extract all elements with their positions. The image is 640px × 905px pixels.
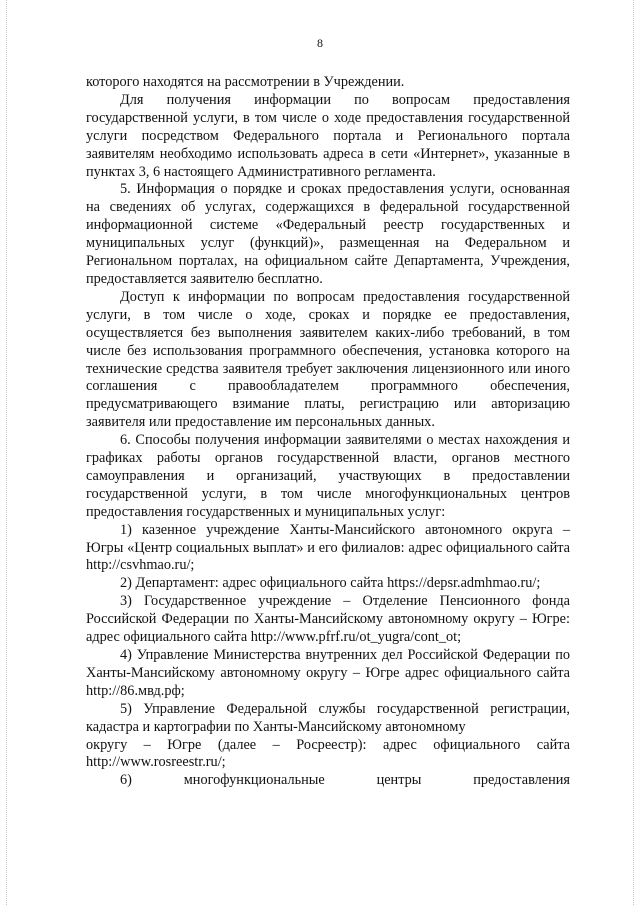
paragraph-item-6: 6. Способы получения информации заявителями о местах нахождения и графиках работы органов государственной власти, органов местного самоуправления и организаций, участвующих в предоставлении государственной услуги, в том числе многофункциональных центров предоставления государственных и муниципальных услуг: [86,432,570,520]
list-item-2: 2) Департамент: адрес официального сайта https://depsr.admhmao.ru/; [120,575,541,592]
page-edge-right [633,0,634,905]
list-item-5: 5) Управление Федеральной службы государственной регистрации, кадастра и картографии по Ханты-Мансийскому автономному [86,700,570,735]
list-item-1: 1) казенное учреждение Ханты-Мансийского автономного округа – Югры «Центр социальных выплат» и его филиалов: адрес официального сайта http://csvhmao.ru/; [86,521,570,574]
paragraph-item-5: 5. Информация о порядке и сроках предоставления услуги, основанная на сведениях об услугах, содержащихся в федеральной государственной информационной системе «Федеральный реестр государственных и муниципальных услуг (функций)», размещенная на Федеральном и Региональном порталах, на официальном сайте Департамента, Учреждения, предоставляется заявителю бесплатно. [86,181,570,287]
paragraph-continuation: которого находятся на рассмотрении в Учреждении. [86,74,405,90]
list-item-6: 6) многофункциональные центры предоставления [120,772,570,789]
document-body [86,74,570,790]
paragraph-access: Доступ к информации по вопросам предоставления государственной услуги, в том числе о ходе, сроках и порядке ее предоставления, осуществляется без выполнения заявителем каких-либо требований, в том числе без использования программного обеспечения, установка которого на технические средства заявителя требует заключения лицензионного или иного соглашения с правообладателем программного обеспечения, предусматривающего взимание платы, регистрацию или авторизацию заявителя или предоставление им персональных данных. [86,288,570,431]
list-item-4: 4) Управление Министерства внутренних дел Российской Федерации по Ханты-Мансийскому автономному округу – Югре адрес официального сайта http://86.мвд.рф; [86,647,570,699]
list-item-5-continued: округу – Югре (далее – Росреестр): адрес официального сайта http://www.rosreestr.ru/; [86,736,570,771]
page-number: 8 [317,36,323,50]
page-edge-left [6,0,7,905]
list-item-3: 3) Государственное учреждение – Отделение Пенсионного фонда Российской Федерации по Ханты-Мансийскому автономному округу – Югре: адрес официального сайта http://www.pfrf.ru/ot_yugra/cont_ot; [86,593,570,646]
paragraph-portal-info: Для получения информации по вопросам предоставления государственной услуги, в том числе о ходе предоставления государственной услуги посредством Федерального портала и Регионального портала заявителям необходимо использовать адреса в сети «Интернет», указанные в пунктах 3, 6 настоящего Административного регламента. [86,91,570,180]
